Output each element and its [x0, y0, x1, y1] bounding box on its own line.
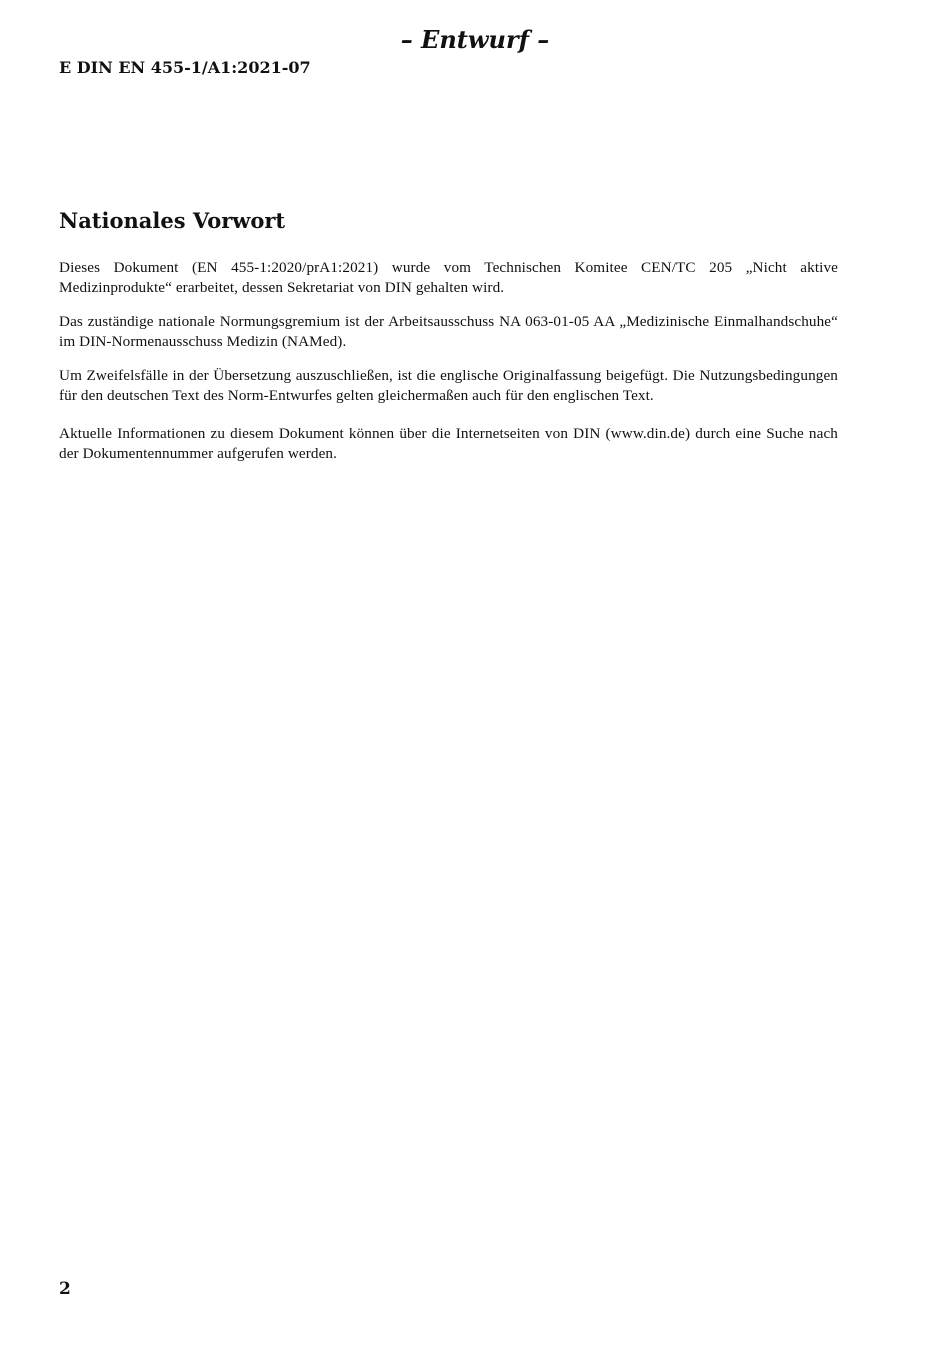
foreword-body	[59, 258, 838, 464]
section-title: Nationales Vorwort	[59, 208, 286, 233]
draft-watermark-heading: – Entwurf –	[400, 25, 550, 54]
paragraph-online-information: Aktuelle Informationen zu diesem Dokument können über die Internetseiten von DIN (www.din.de) durch eine Suche nach der Dokumentennummer aufgerufen werden.	[59, 425, 838, 462]
page-number: 2	[59, 1279, 71, 1299]
paragraph-responsible-committee: Das zuständige nationale Normungsgremium ist der Arbeitsausschuss NA 063-01-05 AA „Medizinische Einmalhandschuhe“ im DIN-Normenausschuss Medizin (NAMed).	[59, 313, 838, 350]
paragraph-document-origin: Dieses Dokument (EN 455-1:2020/prA1:2021) wurde vom Technischen Komitee CEN/TC 205 „Nicht aktive Medizinprodukte“ erarbeitet, dessen Sekretariat von DIN gehalten wird.	[59, 259, 838, 296]
document-id: E DIN EN 455-1/A1:2021-07	[59, 58, 311, 77]
paragraph-translation-note: Um Zweifelsfälle in der Übersetzung auszuschließen, ist die englische Originalfassung beigefügt. Die Nutzungsbedingungen für den deutschen Text des Norm-Entwurfes gelten gleichermaßen auch für den englischen Text.	[59, 367, 838, 404]
